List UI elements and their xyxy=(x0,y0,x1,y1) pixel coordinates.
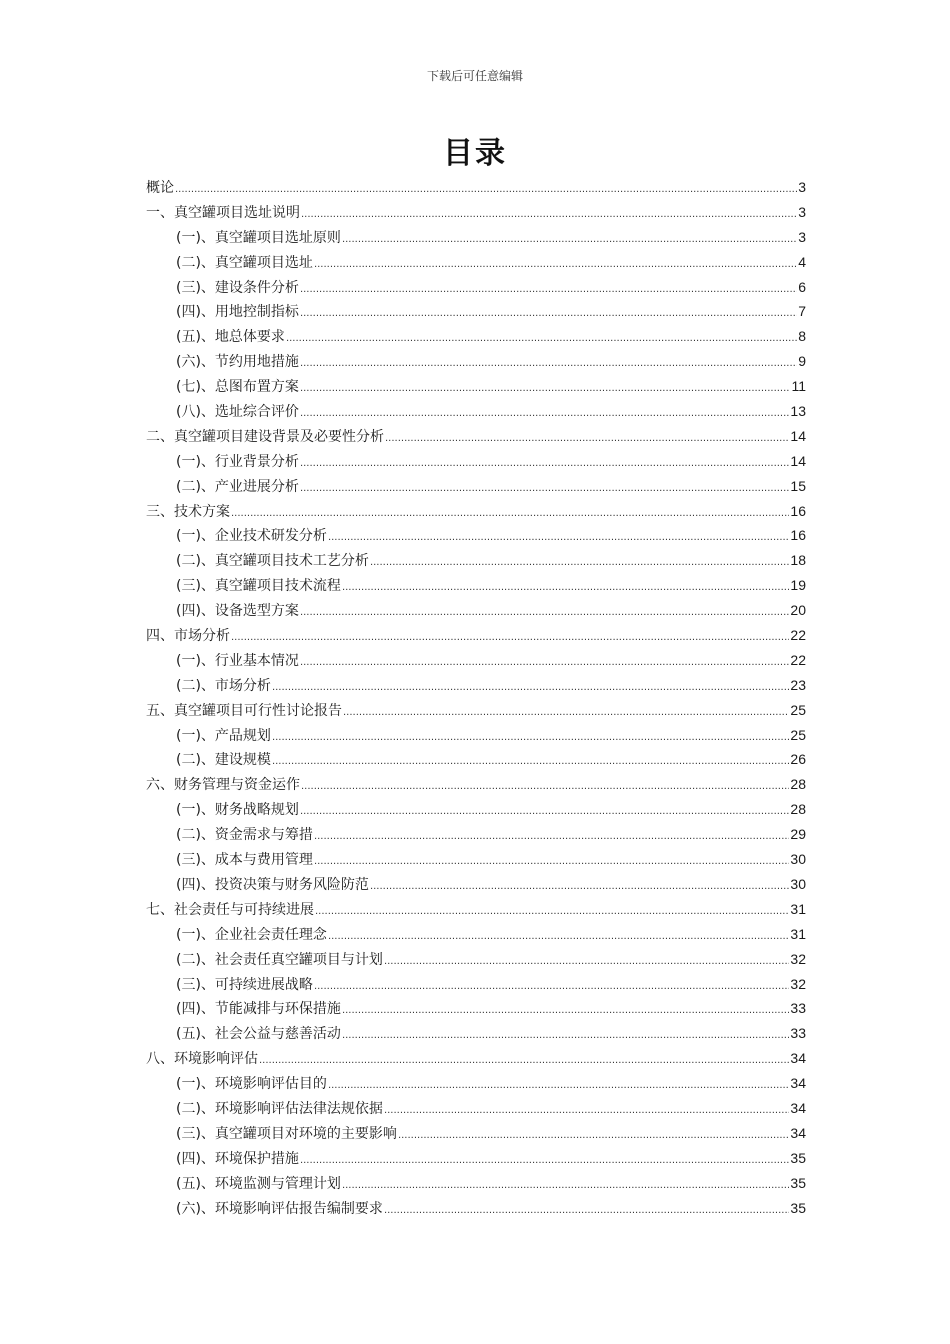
toc-dot-leader xyxy=(300,1147,789,1171)
toc-entry[interactable] xyxy=(146,598,806,623)
toc-entry-page-number: 34 xyxy=(790,1075,806,1092)
toc-entry[interactable] xyxy=(146,922,806,947)
toc-entry-label: (一)、行业基本情况 xyxy=(176,652,299,669)
toc-entry[interactable] xyxy=(146,275,806,300)
toc-entry-label: (五)、地总体要求 xyxy=(176,329,285,346)
toc-entry-page-number: 25 xyxy=(790,726,806,743)
toc-entry-label: 八、环境影响评估 xyxy=(146,1051,258,1068)
toc-entry-page-number: 34 xyxy=(790,1124,806,1141)
toc-entry-page-number: 32 xyxy=(790,950,806,967)
toc-entry-label: (三)、真空罐项目对环境的主要影响 xyxy=(176,1125,397,1142)
toc-dot-leader xyxy=(342,574,789,598)
toc-entry-label: (一)、财务战略规划 xyxy=(176,802,299,819)
toc-entry-page-number: 35 xyxy=(790,1199,806,1216)
toc-entry[interactable] xyxy=(146,175,806,200)
toc-dot-leader xyxy=(259,1047,789,1071)
toc-entry-page-number: 34 xyxy=(790,1099,806,1116)
toc-entry-label: (二)、真空罐项目技术工艺分析 xyxy=(176,553,369,570)
toc-entry-label: (一)、环境影响评估目的 xyxy=(176,1076,327,1093)
toc-dot-leader xyxy=(300,599,789,623)
toc-entry-label: 概论 xyxy=(146,180,174,196)
toc-entry[interactable] xyxy=(146,747,806,772)
toc-entry-label: (三)、建设条件分析 xyxy=(176,279,299,296)
toc-entry[interactable] xyxy=(146,947,806,972)
toc-entry[interactable] xyxy=(146,349,806,374)
toc-entry[interactable] xyxy=(146,772,806,797)
toc-entry-label: (一)、真空罐项目选址原则 xyxy=(176,229,341,246)
toc-entry-page-number: 6 xyxy=(798,278,806,295)
toc-entry[interactable] xyxy=(146,972,806,997)
toc-dot-leader xyxy=(343,699,789,723)
toc-entry-label: (六)、节约用地措施 xyxy=(176,354,299,371)
toc-entry-label: (二)、市场分析 xyxy=(176,677,271,694)
toc-entry[interactable] xyxy=(146,573,806,598)
toc-dot-leader xyxy=(370,549,789,573)
toc-dot-leader xyxy=(328,923,789,947)
toc-entry-page-number: 28 xyxy=(790,801,806,818)
toc-entry[interactable] xyxy=(146,872,806,897)
toc-entry[interactable] xyxy=(146,648,806,673)
toc-entry-page-number: 16 xyxy=(790,502,806,519)
toc-dot-leader xyxy=(231,624,789,648)
toc-entry-label: (一)、行业背景分析 xyxy=(176,453,299,470)
toc-entry-page-number: 14 xyxy=(790,452,806,469)
toc-entry-page-number: 23 xyxy=(790,676,806,693)
toc-dot-leader xyxy=(301,773,789,797)
toc-entry-label: 七、社会责任与可持续进展 xyxy=(146,901,314,918)
toc-entry-label: (二)、社会责任真空罐项目与计划 xyxy=(176,951,383,968)
toc-entry-page-number: 31 xyxy=(790,900,806,917)
toc-entry[interactable] xyxy=(146,723,806,748)
toc-entry[interactable] xyxy=(146,225,806,250)
toc-entry-page-number: 11 xyxy=(791,378,806,395)
toc-entry[interactable] xyxy=(146,847,806,872)
table-of-contents xyxy=(146,175,806,1220)
toc-entry[interactable] xyxy=(146,897,806,922)
toc-entry[interactable] xyxy=(146,623,806,648)
toc-dot-leader xyxy=(342,1022,789,1046)
toc-entry-page-number: 15 xyxy=(790,477,806,494)
toc-entry-page-number: 32 xyxy=(790,975,806,992)
toc-entry[interactable] xyxy=(146,1046,806,1071)
toc-entry-page-number: 33 xyxy=(790,1025,806,1042)
toc-entry-page-number: 34 xyxy=(790,1050,806,1067)
toc-entry-label: (五)、社会公益与慈善活动 xyxy=(176,1026,341,1043)
toc-entry[interactable] xyxy=(146,449,806,474)
toc-entry-label: (三)、可持续进展战略 xyxy=(176,976,313,993)
toc-entry[interactable] xyxy=(146,200,806,225)
toc-entry-label: 四、市场分析 xyxy=(146,628,230,645)
toc-entry[interactable] xyxy=(146,399,806,424)
toc-entry-label: (二)、资金需求与筹措 xyxy=(176,827,313,844)
toc-dot-leader xyxy=(314,848,789,872)
toc-dot-leader xyxy=(314,973,789,997)
toc-entry-label: (四)、设备选型方案 xyxy=(176,603,299,620)
toc-dot-leader xyxy=(315,898,789,922)
toc-entry-page-number: 3 xyxy=(798,203,806,220)
toc-dot-leader xyxy=(300,276,797,300)
toc-entry-label: (四)、环境保护措施 xyxy=(176,1150,299,1167)
toc-entry-label: (二)、真空罐项目选址 xyxy=(176,254,313,271)
toc-entry-page-number: 22 xyxy=(790,627,806,644)
toc-dot-leader xyxy=(300,798,789,822)
toc-entry-label: (二)、产业进展分析 xyxy=(176,478,299,495)
toc-entry-page-number: 26 xyxy=(790,751,806,768)
toc-dot-leader xyxy=(301,201,797,225)
toc-entry-page-number: 7 xyxy=(798,303,806,320)
toc-entry[interactable] xyxy=(146,822,806,847)
toc-entry-label: 一、真空罐项目选址说明 xyxy=(146,204,300,221)
toc-dot-leader xyxy=(384,948,789,972)
toc-dot-leader xyxy=(342,997,789,1021)
toc-entry-page-number: 30 xyxy=(790,851,806,868)
toc-entry-page-number: 3 xyxy=(798,228,806,245)
toc-dot-leader xyxy=(300,350,797,374)
toc-entry-page-number: 28 xyxy=(790,776,806,793)
toc-entry[interactable] xyxy=(146,299,806,324)
toc-entry-label: (四)、用地控制指标 xyxy=(176,304,299,321)
toc-dot-leader xyxy=(300,649,789,673)
toc-entry[interactable] xyxy=(146,523,806,548)
toc-dot-leader xyxy=(328,1072,789,1096)
toc-entry[interactable] xyxy=(146,324,806,349)
toc-entry-label: (四)、节能减排与环保措施 xyxy=(176,1001,341,1018)
toc-dot-leader xyxy=(314,823,789,847)
toc-dot-leader xyxy=(286,325,797,349)
toc-entry-label: (七)、总图布置方案 xyxy=(176,379,299,396)
toc-entry[interactable] xyxy=(146,1146,806,1171)
toc-entry-label: (四)、投资决策与财务风险防范 xyxy=(176,876,369,893)
toc-entry[interactable] xyxy=(146,374,806,399)
toc-dot-leader xyxy=(342,1172,789,1196)
toc-dot-leader xyxy=(384,1197,789,1221)
toc-entry-page-number: 8 xyxy=(798,328,806,345)
toc-dot-leader xyxy=(328,524,789,548)
toc-entry-page-number: 31 xyxy=(790,925,806,942)
toc-entry[interactable] xyxy=(146,1021,806,1046)
toc-dot-leader xyxy=(384,1097,789,1121)
toc-dot-leader xyxy=(300,450,789,474)
toc-entry[interactable] xyxy=(146,996,806,1021)
toc-entry[interactable] xyxy=(146,1071,806,1096)
toc-entry-label: (一)、企业技术研发分析 xyxy=(176,528,327,545)
toc-entry-label: (三)、真空罐项目技术流程 xyxy=(176,578,341,595)
toc-entry[interactable] xyxy=(146,1121,806,1146)
header-note: 下载后可任意编辑 xyxy=(426,69,523,83)
toc-entry-label: 三、技术方案 xyxy=(146,503,230,520)
toc-entry[interactable] xyxy=(146,1171,806,1196)
toc-entry-page-number: 14 xyxy=(790,427,806,444)
toc-entry[interactable] xyxy=(146,797,806,822)
toc-entry-label: (一)、产品规划 xyxy=(176,727,271,744)
toc-entry-page-number: 4 xyxy=(798,253,806,270)
toc-entry[interactable] xyxy=(146,1196,806,1221)
toc-dot-leader xyxy=(370,873,789,897)
toc-entry-page-number: 29 xyxy=(790,826,806,843)
toc-entry-label: (二)、建设规模 xyxy=(176,752,271,769)
toc-entry[interactable] xyxy=(146,698,806,723)
toc-dot-leader xyxy=(272,674,789,698)
toc-entry[interactable] xyxy=(146,499,806,524)
toc-entry-label: (二)、环境影响评估法律法规依据 xyxy=(176,1100,383,1117)
toc-entry-page-number: 9 xyxy=(798,353,806,370)
toc-entry-page-number: 33 xyxy=(790,1000,806,1017)
toc-dot-leader xyxy=(300,475,789,499)
toc-entry-label: (五)、环境监测与管理计划 xyxy=(176,1175,341,1192)
toc-entry-page-number: 22 xyxy=(790,651,806,668)
toc-entry-label: (八)、选址综合评价 xyxy=(176,404,299,421)
toc-entry-page-number: 25 xyxy=(790,701,806,718)
toc-entry[interactable] xyxy=(146,673,806,698)
toc-entry-page-number: 18 xyxy=(790,552,806,569)
toc-entry[interactable] xyxy=(146,250,806,275)
toc-entry-label: (六)、环境影响评估报告编制要求 xyxy=(176,1200,383,1217)
toc-entry-page-number: 16 xyxy=(790,527,806,544)
toc-dot-leader xyxy=(300,375,791,399)
toc-entry-label: (三)、成本与费用管理 xyxy=(176,852,313,869)
toc-entry-page-number: 3 xyxy=(798,179,806,195)
toc-dot-leader xyxy=(175,176,797,200)
toc-dot-leader xyxy=(272,748,789,772)
toc-dot-leader xyxy=(300,300,797,324)
toc-dot-leader xyxy=(231,500,789,524)
toc-dot-leader xyxy=(300,400,789,424)
toc-dot-leader xyxy=(398,1122,789,1146)
toc-dot-leader xyxy=(272,724,789,748)
toc-entry-label: (一)、企业社会责任理念 xyxy=(176,926,327,943)
toc-dot-leader xyxy=(385,425,789,449)
toc-entry-label: 五、真空罐项目可行性讨论报告 xyxy=(146,702,342,719)
toc-entry-page-number: 13 xyxy=(790,403,806,420)
toc-entry-label: 六、财务管理与资金运作 xyxy=(146,777,300,794)
toc-dot-leader xyxy=(314,251,797,275)
toc-entry-label: 二、真空罐项目建设背景及必要性分析 xyxy=(146,428,384,445)
toc-entry-page-number: 19 xyxy=(790,577,806,594)
toc-entry-page-number: 30 xyxy=(790,875,806,892)
toc-entry[interactable] xyxy=(146,474,806,499)
toc-entry-page-number: 35 xyxy=(790,1174,806,1191)
toc-dot-leader xyxy=(342,226,797,250)
toc-entry[interactable] xyxy=(146,424,806,449)
toc-entry-page-number: 35 xyxy=(790,1149,806,1166)
page-title: 目录 xyxy=(443,136,507,171)
toc-entry[interactable] xyxy=(146,548,806,573)
toc-entry[interactable] xyxy=(146,1096,806,1121)
toc-entry-page-number: 20 xyxy=(790,602,806,619)
